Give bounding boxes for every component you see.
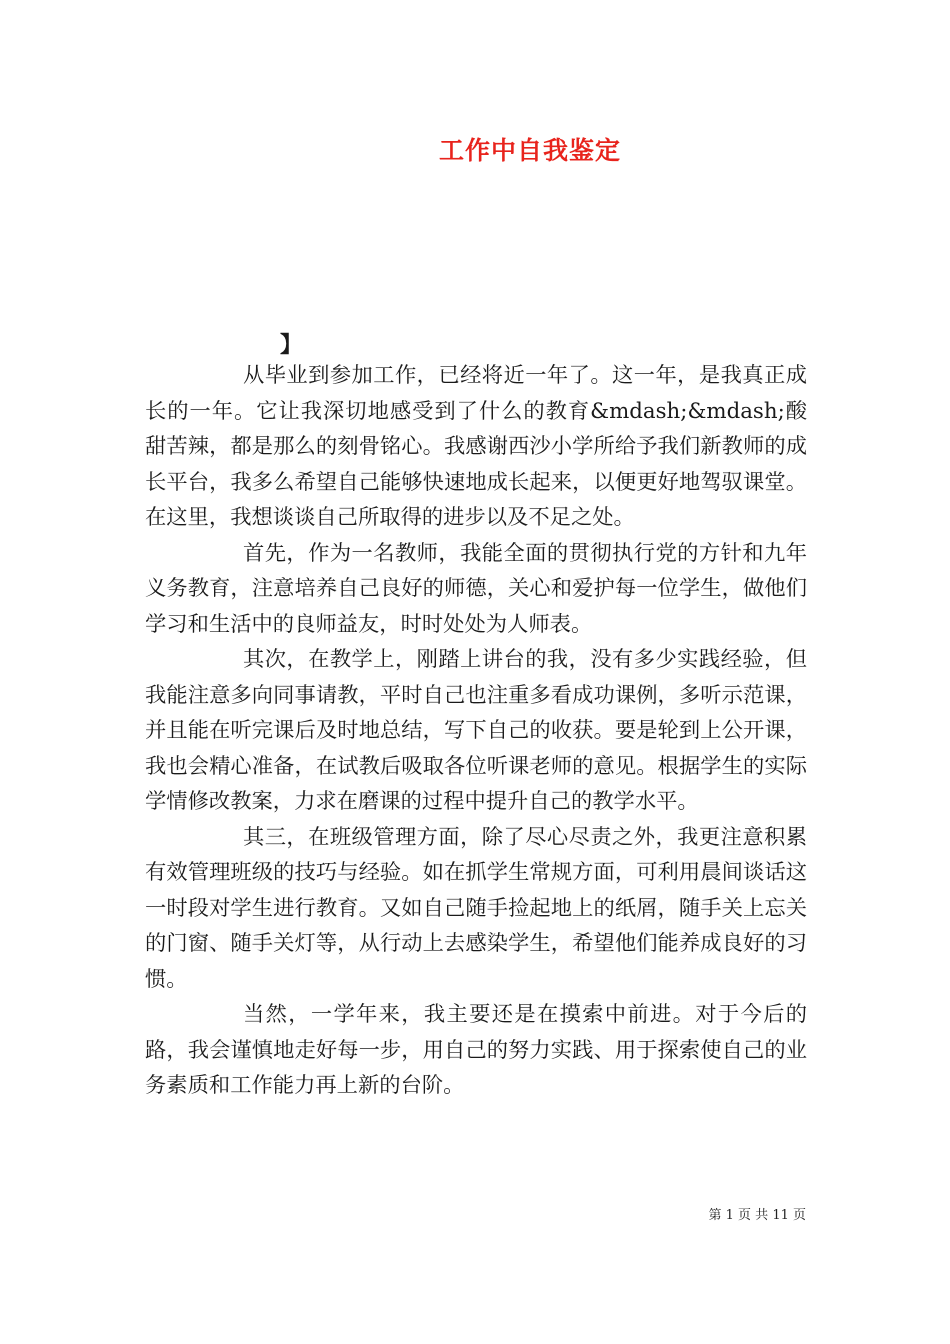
bracket-mark: 】 bbox=[280, 332, 303, 358]
page-footer: 第 1 页 共 11 页 bbox=[708, 1208, 806, 1223]
paragraph-3: 其次，在教学上，刚踏上讲台的我，没有多少实践经验，但我能注意多向同事请教，平时自己也注重多看成功课例，多听示范课，并且能在听完课后及时地总结，写下自己的收获。要是轮到上公开课，我也会精心准备，在试教后吸取各位听课老师的意见。根据学生的实际学情修改教案，力求在磨课的过程中提升自己的教学水平。 bbox=[145, 647, 807, 814]
document-title: 工作中自我鉴定 bbox=[438, 136, 621, 165]
document-body bbox=[145, 358, 807, 1104]
paragraph-2: 首先，作为一名教师，我能全面的贯彻执行党的方针和九年义务教育，注意培养自己良好的师德，关心和爱护每一位学生，做他们学习和生活中的良师益友，时时处处为人师表。 bbox=[145, 540, 807, 637]
paragraph-5: 当然，一学年来，我主要还是在摸索中前进。对于今后的路，我会谨慎地走好每一步，用自己的努力实践、用于探索使自己的业务素质和工作能力再上新的台阶。 bbox=[145, 1002, 807, 1098]
paragraph-4: 其三，在班级管理方面，除了尽心尽责之外，我更注意积累有效管理班级的技巧与经验。如在抓学生常规方面，可利用晨间谈话这一时段对学生进行教育。又如自己随手捡起地上的纸屑，随手关上忘关的门窗、随手关灯等，从行动上去感染学生，希望他们能养成良好的习惯。 bbox=[145, 824, 807, 992]
paragraph-1: 从毕业到参加工作，已经将近一年了。这一年，是我真正成长的一年。它让我深切地感受到了什么的教育&mdash;&mdash;酸甜苦辣，都是那么的刻骨铭心。我感谢西沙小学所给予我们新教师的成长平台，我多么希望自己能够快速地成长起来，以便更好地驾驭课堂。在这里，我想谈谈自己所取得的进步以及不足之处。 bbox=[145, 363, 807, 530]
